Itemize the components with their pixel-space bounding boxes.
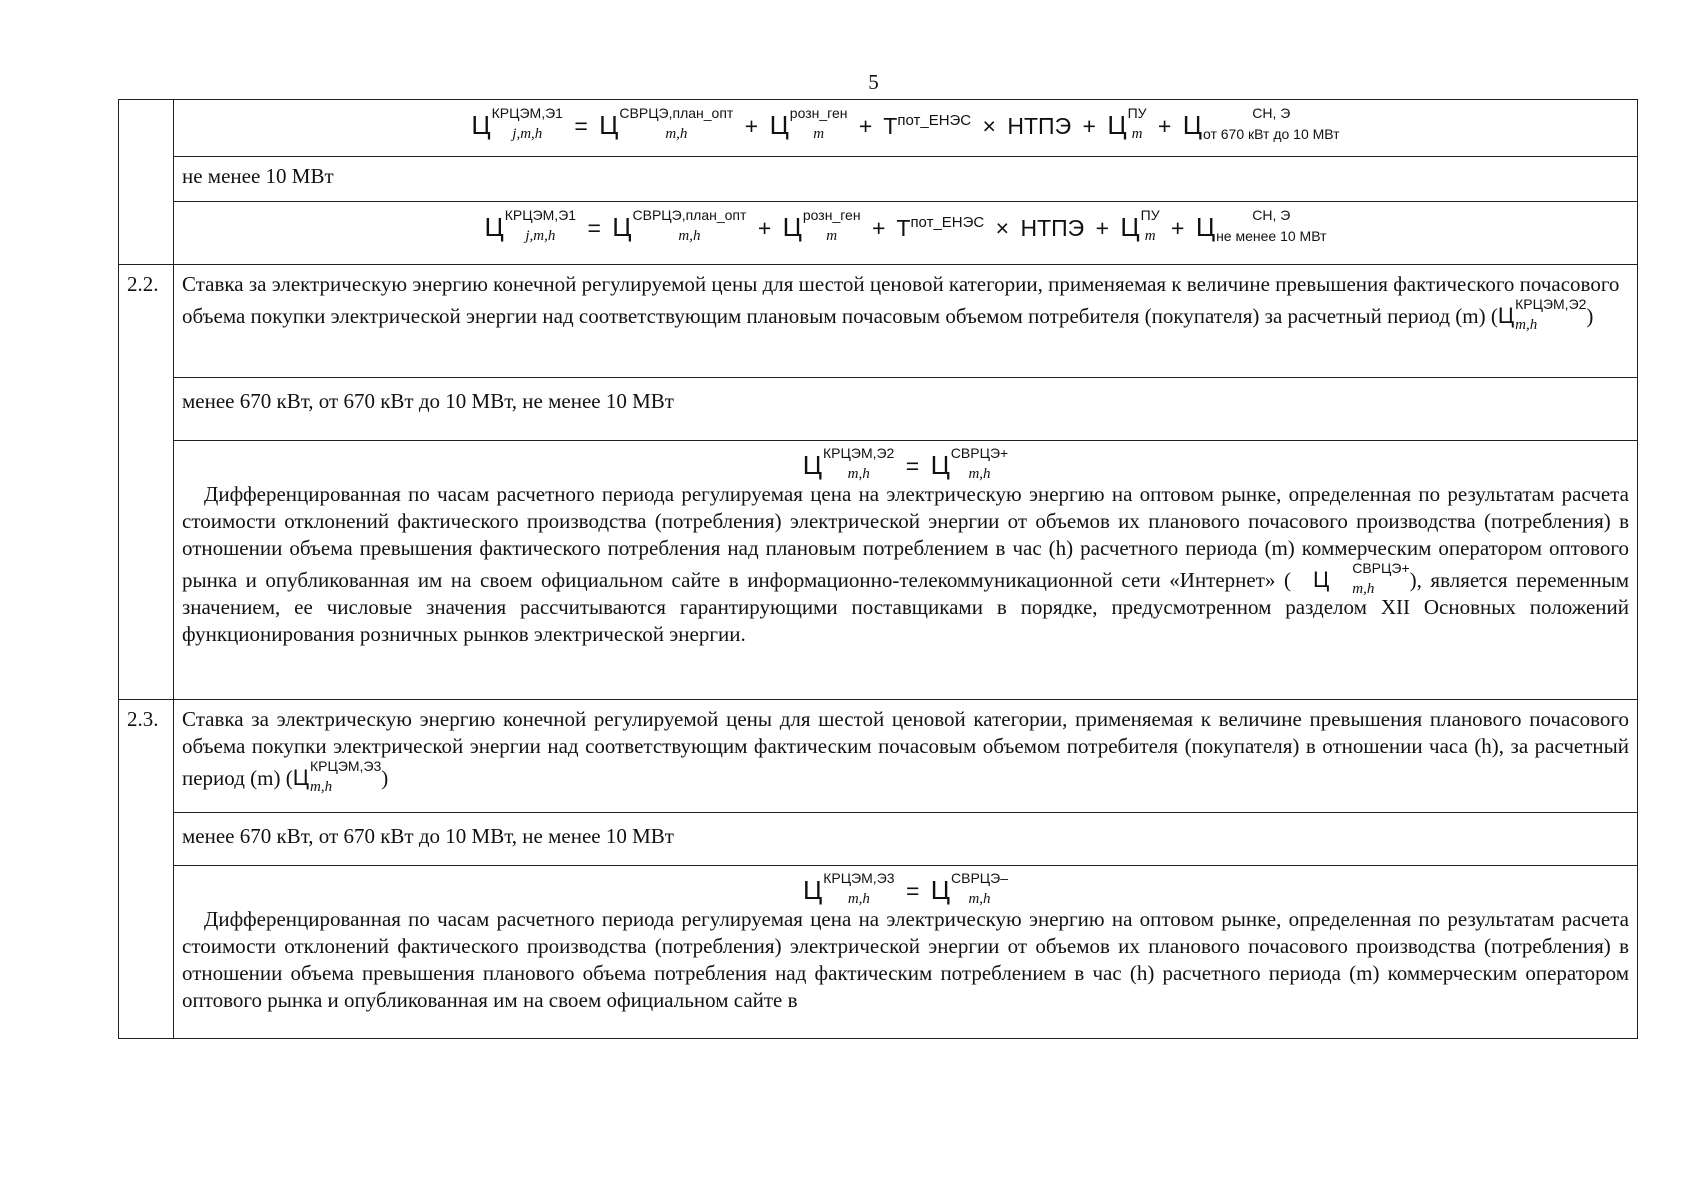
formula-description-cell: Ц КРЦЭМ,Э2 m,h = Ц СВРЦЭ+ m,h Дифференцированная по часам расчетного периода регулируемая цена на электрическую энергию на оптовом рынке, определенная по результатам расчета стоимости отклонений фактического производства (потребления) электрической энергии от объемов их планового почасового производства (потребления) в отношении объема превышения фактического потребления над плановым потреблением в час (h) расчетного периода (m) коммерческим оператором оптового рынка и опубликованная им на своем официальном сайте в информационно-телекоммуникационной сети «Интернет» ( Ц СВРЦЭ+ m,h ), является переменным значением, ее числовые значения рассчитываются гарантирующими поставщиками в порядке, предусмотренном разделом XII Основных положений функционирования розничных рынков электрической энергии. [174,441,1638,700]
formula-e1-670-10: Ц КРЦЭМ,Э1 j,m,h = Ц СВРЦЭ,план_опт m,h + Ц розн_ген m + $T^{пот\_ЕНЭС}$ × НТПЭ + Ц ПУ m + Ц СН, Э от 670 кВт до 10 МВт [471,105,1340,142]
inline-formula: Ц КРЦЭМ,Э2 m,h [1497,296,1587,333]
table-row [119,157,1638,202]
row-number-2-2: 2.2. [119,265,174,700]
table-row [119,202,1638,265]
page-number: 5 [868,70,879,94]
table-row [119,813,1638,866]
table-row [119,866,1638,1039]
table-row [119,378,1638,441]
formula-cell [174,100,1638,157]
row-number-2-3: 2.3. [119,700,174,1039]
formula-cell [174,202,1638,265]
formula-e3: Ц КРЦЭМ,Э3 m,h = Ц СВРЦЭ– m,h [803,870,1008,907]
description-cell: Ставка за электрическую энергию конечной регулируемой цены для шестой ценовой категории, применяемая к величине превышения планового почасового объема покупки электрической энергии над соответствующим фактическим почасовым объемом потребителя (покупателя) в отношении часа (h), за расчетный период (m) ( Ц КРЦЭМ,Э3 m,h ) [174,700,1638,813]
category-label-cell: менее 670 кВт, от 670 кВт до 10 МВт, не менее 10 МВт [174,378,1638,441]
formula-description-cell: Ц КРЦЭМ,Э3 m,h = Ц СВРЦЭ– m,h Дифференцированная по часам расчетного периода регулируемая цена на электрическую энергию на оптовом рынке, определенная по результатам расчета стоимости отклонений фактического производства (потребления) электрической энергии от объемов их планового почасового производства (потребления) в отношении объема превышения планового объема потребления над фактическим потреблением в час (h) расчетного периода (m) коммерческим оператором оптового рынка и опубликованная им на своем официальном сайте в [174,866,1638,1039]
inline-formula: Ц КРЦЭМ,Э3 m,h [292,758,382,795]
formula-e1-not-less-10: Ц КРЦЭМ,Э1 j,m,h = Ц СВРЦЭ,план_опт m,h + Ц розн_ген m + $T^{пот\_ЕНЭС}$ × НТПЭ + Ц ПУ m + Ц СН, Э не менее 10 МВт [484,207,1327,244]
category-label-cell: менее 670 кВт, от 670 кВт до 10 МВт, не менее 10 МВт [174,813,1638,866]
category-label-cell: не менее 10 МВт [174,157,1638,202]
inline-formula: Ц СВРЦЭ+ m,h [1312,560,1410,597]
formula-e2: Ц КРЦЭМ,Э2 m,h = Ц СВРЦЭ+ m,h [802,445,1009,482]
table-row [119,700,1638,813]
tariff-table [118,99,1638,1039]
table-row [119,265,1638,378]
table-row [119,100,1638,157]
row-number-cell [119,100,174,265]
description-cell: Ставка за электрическую энергию конечной регулируемой цены для шестой ценовой категории, применяемая к величине превышения фактического почасового объема покупки электрической энергии над соответствующим плановым почасовым объемом потребителя (покупателя) за расчетный период (m) ( Ц КРЦЭМ,Э2 m,h ) [174,265,1638,378]
table-row [119,441,1638,700]
